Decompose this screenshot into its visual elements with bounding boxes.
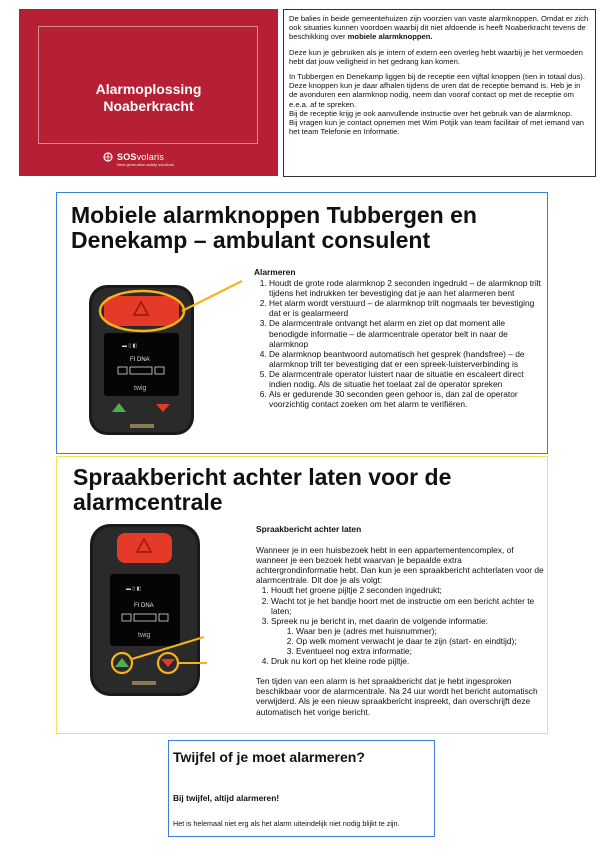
section-voice-message (56, 456, 548, 734)
voice-step: 2. Wacht tot je het bandje hoort met de instructie om een bericht achter te laten; (271, 596, 544, 616)
section2-outro: Ten tijden van een alarm is het spraakbericht dat je hebt ingesproken beschikbaar voor de alarmcentrale. Na 24 uur wordt het bericht automatisch verwijderd. Als je een nieuw spraakbericht inspreekt, dan overschrijft deze automatisch het vorige bericht. (256, 676, 538, 717)
device-status-icons: ▬ ▯ ◧ (126, 586, 142, 592)
device-screen-label: FI DNA (134, 603, 154, 609)
alarm-step: 2. Het alarm wordt verstuurd – de alarmknop trilt nogmaals ter bevestiging dat er is gealarmeerd (269, 298, 542, 318)
section-alarm-buttons (56, 192, 548, 454)
section2-subtitle: Spraakbericht achter laten (256, 524, 362, 534)
section3-subtitle: Bij twijfel, altijd alarmeren! (173, 793, 280, 803)
intro-paragraph-1: De balies in beide gemeentehuizen zijn voorzien van vaste alarmknoppen. Omdat er zich ook situaties kunnen voordoen waarbij dit niet afdoende is heeft Noaberkracht tevens de beschikking over mobiele alarmknoppen. (289, 14, 589, 42)
alarm-step: 4. De alarmknop beantwoord automatisch het gesprek (handsfree) – de alarmknop trilt ter bevestiging dat er een spreek-luisterverbinding is (269, 349, 542, 369)
cover-card (19, 9, 278, 176)
voice-step-text: Spreek nu je bericht in, met daarin de volgende informatie: (271, 615, 488, 626)
section2-heading: Spraakbericht achter laten voor de alarmcentrale (73, 464, 452, 515)
sos-volaris-logo (117, 152, 237, 167)
section2-intro: Wanneer je in een huisbezoek hebt in een appartementencomplex, of wanneer je een bezoek hebt waarvan je bepaalde extra achtergrondinformatie hebt. Dan kun je een spraakbericht achterlaten voor de alarmcentrale. Dit doe je als volgt: (256, 545, 544, 586)
logo-volaris: volaris (136, 152, 165, 162)
voice-substep: 3. Eventueel nog extra informatie; (296, 646, 544, 656)
voice-step (271, 616, 544, 656)
section3-note: Het is helemaal niet erg als het alarm uiteindelijk niet nodig blijkt te zijn. (173, 819, 400, 828)
device-brand: twig (138, 632, 151, 639)
section2-instructions (256, 524, 544, 717)
intro-paragraph-5: Bij vragen kun je contact opnemen met Wim Potjik van team facilitair of met iemand van het team Telefonie en Informatie. (289, 118, 585, 137)
section1-heading: Mobiele alarmknoppen Tubbergen en Denekamp – ambulant consulent (71, 202, 477, 253)
section3-heading: Twijfel of je moet alarmeren? (173, 749, 365, 765)
alarm-device-image-2 (82, 519, 252, 709)
voice-steps-list (256, 585, 544, 666)
voice-step: 4. Druk nu kort op het kleine rode pijltje. (271, 656, 544, 666)
alarm-step: 5. De alarmcentrale operator luistert naar de situatie en escaleert direct indien nodig. Als de situatie het toelaat zal de operator spreken (269, 369, 542, 389)
voice-substeps-list (271, 626, 544, 656)
cover-title-line2: Noaberkracht (103, 98, 194, 114)
section1-instructions (254, 267, 542, 409)
device-screen-label: FI DNA (130, 357, 150, 363)
intro-box (283, 9, 596, 177)
voice-substep: 2. Op welk moment verwacht je daar te zijn (start- en eindtijd); (296, 636, 544, 646)
device-status-icons: ▬ ▯ ◧ (122, 343, 138, 349)
logo-sos: SOS (117, 152, 137, 162)
alarm-step: 3. De alarmcentrale ontvangt het alarm en ziet op dat moment alle benodigde informatie – de alarmcentrale operator belt in naar de alarmknop (269, 318, 542, 348)
voice-substep: 1. Waar ben je (adres met huisnummer); (296, 626, 544, 636)
alarm-step: 1. Houdt de grote rode alarmknop 2 seconden ingedrukt – de alarmknop trilt tijdens het indrukken ter bevestiging dat je aan het alarmeren bent (269, 278, 542, 298)
logo-wordmark (117, 152, 237, 162)
intro-paragraph-2: Deze kun je gebruiken als je intern of extern een overleg hebt waarbij je het vermoeden hebt dat jouw veiligheid in het gedrang kan komen. (289, 47, 583, 66)
alarm-step: 6. Als er gedurende 30 seconden geen gehoor is, dan zal de operator voorzichtig contact zoeken om het alarm te verifiëren. (269, 389, 542, 409)
section1-subtitle: Alarmeren (254, 267, 296, 277)
alarm-steps-list (254, 278, 542, 409)
alarm-device-image-1 (82, 278, 252, 448)
voice-step: 1. Houdt het groene pijltje 2 seconden ingedrukt; (271, 585, 544, 595)
section-doubt (168, 740, 435, 837)
logo-tagline: Next generation safety solutions (117, 162, 174, 167)
intro-paragraph-3: In Tubbergen en Denekamp liggen bij de receptie een vijftal knoppen (tien in totaal dus). Deze knoppen kun je daar afhalen tijdens de uren dat de receptie bemand is. Heb je in de avonduren een alarmknop nodig, neem dan vooraf contact op met de receptie om e.e.a. af te spreken. (289, 72, 585, 109)
cover-title (19, 81, 278, 115)
logo-mark-icon (103, 152, 113, 162)
intro-paragraph-4: Bij de receptie krijg je ook aanvullende instructie over het gebruik van de alarmknop. (289, 108, 573, 118)
device-brand: twig (134, 385, 147, 392)
cover-title-line1: Alarmoplossing (95, 81, 202, 97)
